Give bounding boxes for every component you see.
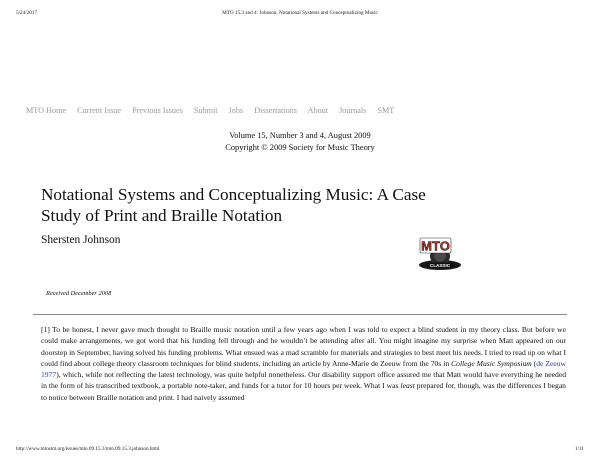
logo-classic-text: CLASSIC bbox=[429, 263, 451, 268]
mto-classic-logo-graphic bbox=[414, 234, 464, 272]
nav-link-previous-issues[interactable]: Previous Issues bbox=[132, 106, 183, 115]
nav-link-smt[interactable]: SMT bbox=[377, 106, 395, 115]
paragraph-number[interactable]: [1] bbox=[41, 325, 50, 334]
nav-link-submit[interactable]: Submit bbox=[193, 106, 218, 115]
issue-copyright: Copyright © 2009 Society for Music Theory bbox=[225, 143, 375, 152]
article-title bbox=[41, 184, 471, 226]
print-url: http://www.mtosmt.org/issues/mto.09.15.3/mto.09.15.3.johnson.html bbox=[16, 446, 160, 452]
logo-mto-text: MTO bbox=[421, 238, 450, 254]
nav-link-mto-home[interactable]: MTO Home bbox=[26, 106, 67, 115]
emphasis-least: least bbox=[400, 381, 415, 391]
mto-classic-logo bbox=[414, 234, 464, 272]
paragraph-text-paren: ( bbox=[533, 358, 537, 368]
paragraph-text-part-2: ), which, while not reflecting the latest technology, was quite helpful nonetheless. Our disability support office assured me that Matt would have everything he needed in the form of his transcribed textbook, a portable note-taker, and funds for a tutor for 10 hours per week. What I was bbox=[41, 370, 566, 391]
journal-title: College Music Symposium bbox=[451, 358, 532, 368]
article-author[interactable]: Shersten Johnson bbox=[41, 234, 121, 246]
section-divider bbox=[33, 314, 567, 315]
print-footer bbox=[16, 446, 584, 456]
issue-info bbox=[0, 130, 600, 154]
citation-link-de-zeeuw-1977[interactable]: de Zeeuw 1977 bbox=[41, 358, 566, 380]
print-page-number: 1/11 bbox=[574, 446, 584, 452]
paragraph-text-part-3: prepared for, though, was the differences I began to notice between Braille notation and print. I had naively assumed bbox=[41, 381, 566, 402]
print-header bbox=[16, 10, 584, 20]
article-title-line-1: Notational Systems and Conceptualizing Music: A Case bbox=[41, 185, 426, 204]
issue-volume: Volume 15, Number 3 and 4, August 2009 bbox=[229, 131, 371, 140]
received-date: Received December 2008 bbox=[46, 290, 112, 297]
nav-link-current-issue[interactable]: Current Issue bbox=[77, 106, 122, 115]
nav-link-about[interactable]: About bbox=[307, 106, 329, 115]
print-date: 5/24/2017 bbox=[16, 10, 38, 16]
nav-link-journals[interactable]: Journals bbox=[339, 106, 367, 115]
article-paragraph-1 bbox=[41, 324, 566, 403]
paragraph-text-part-1: To be honest, I never gave much thought to Braille music notation until a few years ago when I was told to expect a blind student in my theory class. But before we could make arrangements, we got word that his funding fell through and he wouldn’t be attending after all. You might imagine my surprise when Matt appeared on our doorstep in September, having solved his funding problems. What ensued was a mad scramble for materials and strategies to best meet his needs. I tried to read up on what I could find about college theory classroom techniques for blind students, including an article by Anne-Marie de Zeeuw from the 70s in bbox=[41, 325, 566, 368]
print-document-title: MTO 15.3 and 4: Johnson, Notational Systems and Conceptualizing Music bbox=[222, 10, 378, 16]
nav-link-dissertations[interactable]: Dissertations bbox=[254, 106, 297, 115]
site-navigation bbox=[26, 106, 403, 115]
article-title-line-2: Study of Print and Braille Notation bbox=[41, 206, 283, 225]
nav-link-jobs[interactable]: Jobs bbox=[228, 106, 244, 115]
